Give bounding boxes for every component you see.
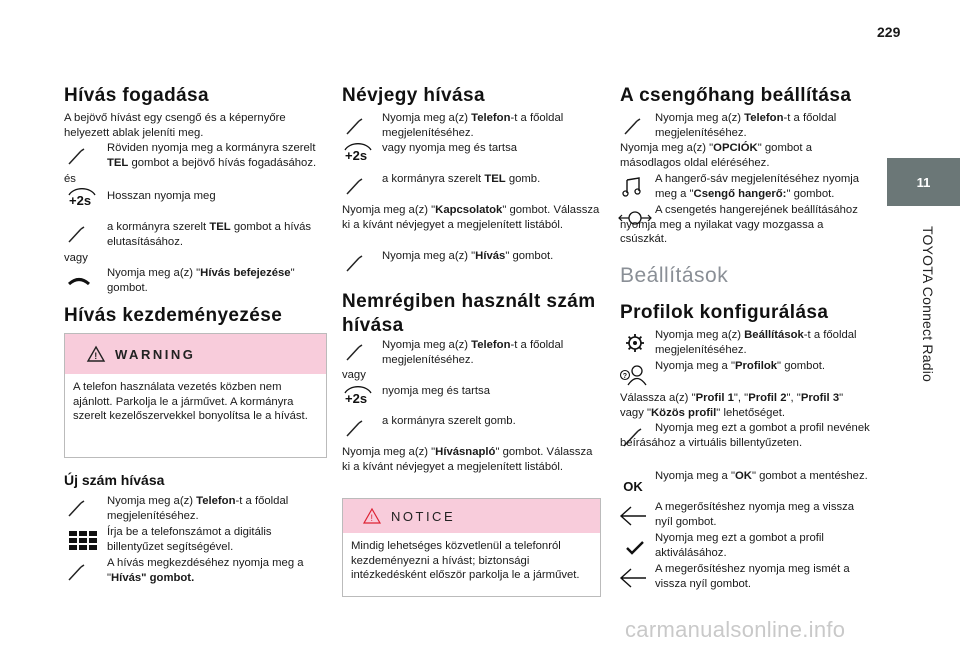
and-text: és xyxy=(64,173,76,185)
step-reject: a kormányra szerelt TEL gombot a hívás elutasításához. xyxy=(107,221,312,248)
profile-icon xyxy=(620,364,650,386)
call-log-paragraph: Nyomja meg a(z) "Hívásnapló" gombot. Válassza ki a kívánt névjegyet a megjelenített listából. xyxy=(342,446,593,473)
pencil-icon xyxy=(64,224,90,246)
or-text-2: vagy xyxy=(342,369,366,381)
svg-text:!: ! xyxy=(94,351,100,361)
ok-icon xyxy=(620,475,646,497)
warning-header xyxy=(65,334,326,374)
heading-hivas-kezdemenyezese: Hívás kezdeményezése xyxy=(64,305,283,326)
steering-button-label: +2s xyxy=(69,193,92,208)
steering-button-icon xyxy=(67,190,99,212)
steering-button-icon xyxy=(343,145,375,167)
step-call: A hívás megkezdéséhez nyomja meg a "Hívás" gombot. xyxy=(107,557,304,584)
pencil-icon xyxy=(64,562,90,584)
music-note-icon xyxy=(620,176,646,198)
page-number: 229 xyxy=(877,24,901,40)
step-end-call: Nyomja meg a(z) "Hívás befejezése" gombot. xyxy=(107,267,295,294)
back-arrow-icon xyxy=(620,567,646,589)
heading-beallitasok: Beállítások xyxy=(620,264,729,287)
or-text: vagy xyxy=(64,252,88,264)
step-volume-adjust: A csengetés hangerejének beállításához nyomja meg a nyilakat vagy mozgassa a csúszkát. xyxy=(620,204,858,246)
warning-title: WARNING xyxy=(115,346,196,362)
heading-profilok: Profilok konfigurálása xyxy=(620,302,829,323)
step-tel-button: a kormányra szerelt TEL gomb. xyxy=(382,173,541,185)
step-open-phone-3: Nyomja meg a(z) Telefon-t a főoldal megjelenítéséhez. xyxy=(382,339,564,366)
pencil-icon xyxy=(342,253,368,275)
heading-nemregiben: Nemrégiben használt szám hívása xyxy=(342,291,596,336)
step-long-press-3: nyomja meg és tartsa xyxy=(382,385,490,397)
step-back-confirm: A megerősítéshez nyomja meg a vissza nyíl gombot. xyxy=(655,501,855,528)
step-long-press: Hosszan nyomja meg xyxy=(107,190,216,202)
pencil-icon xyxy=(342,342,368,364)
keypad-icon xyxy=(70,530,96,552)
chapter-title: TOYOTA Connect Radio xyxy=(920,226,936,382)
back-arrow-icon xyxy=(620,505,646,527)
step-open-phone-4: Nyomja meg a(z) Telefon-t a főoldal megjelenítéséhez. xyxy=(655,112,837,139)
heading-uj-szam-hivasa: Új szám hívása xyxy=(64,472,165,488)
notice-title: NOTICE xyxy=(391,508,456,524)
warning-text: A telefon használata vezetés közben nem ajánlott. Parkolja le a járművet. A kormányra szerelt kezelőszervekkel bonyolítsa le a hívást. xyxy=(73,381,308,423)
ok-label: OK xyxy=(623,478,643,494)
chapter-tab[interactable]: 11 xyxy=(887,158,960,206)
intro-paragraph: A bejövő hívást egy csengő és a képernyőre helyezett ablak jeleníti meg. xyxy=(64,112,286,139)
step-activate: Nyomja meg ezt a gombot a profil aktiválásához. xyxy=(655,532,824,559)
step-open-settings: Nyomja meg a(z) Beállítások-t a főoldal megjelenítéséhez. xyxy=(655,329,857,356)
step-open-phone: Nyomja meg a(z) Telefon-t a főoldal megjelenítéséhez. xyxy=(107,495,289,522)
notice-text: Mindig lehetséges közvetlenül a telefonról kezdeményezni a hívást; biztonsági intézkedésként először parkolja le a járművet. xyxy=(351,540,580,582)
step-profile-name: Nyomja meg ezt a gombot a profil nevének beírásához a virtuális billentyűzeten. xyxy=(620,422,870,449)
svg-text:?: ? xyxy=(622,373,628,380)
steering-button-icon xyxy=(343,388,375,410)
hang-up-icon xyxy=(66,270,92,292)
step-long-press-2: vagy nyomja meg és tartsa xyxy=(382,142,517,154)
warning-triangle-icon xyxy=(87,346,105,362)
step-ok: Nyomja meg a "OK" gombot a mentéshez. xyxy=(655,470,868,482)
pencil-icon xyxy=(342,116,368,138)
steering-button-label: +2s xyxy=(345,148,368,163)
heading-nevjegy-hivasa: Névjegy hívása xyxy=(342,85,485,106)
checkmark-icon xyxy=(622,537,648,559)
warning-box xyxy=(64,333,327,458)
step-ring-volume: A hangerő-sáv megjelenítéséhez nyomja meg a "Csengő hangerő:" gombot. xyxy=(655,173,860,200)
notice-box xyxy=(342,498,601,597)
pencil-icon xyxy=(64,146,90,168)
steering-button-label: +2s xyxy=(345,391,368,406)
step-answer: Röviden nyomja meg a kormányra szerelt TEL gombot a bejövő hívás fogadásához. xyxy=(107,142,317,169)
pencil-icon xyxy=(620,116,646,138)
notice-header xyxy=(343,499,600,533)
pencil-icon xyxy=(342,176,368,198)
pencil-icon xyxy=(342,418,368,440)
step-call-contact: Nyomja meg a(z) "Hívás" gombot. xyxy=(382,250,554,262)
step-back-again: A megerősítéshez nyomja meg ismét a vissza nyíl gombot. xyxy=(655,563,850,590)
pencil-icon xyxy=(64,498,90,520)
heading-hivas-fogadasa: Hívás fogadása xyxy=(64,85,209,106)
step-open-phone-2: Nyomja meg a(z) Telefon-t a főoldal megjelenítéséhez. xyxy=(382,112,564,139)
svg-text:!: ! xyxy=(370,513,376,523)
heading-csengohang: A csengőhang beállítása xyxy=(620,85,852,106)
choose-profile-paragraph: Válassza a(z) "Profil 1", "Profil 2", "Profil 3" vagy "Közös profil" lehetőséget. xyxy=(620,392,844,419)
options-paragraph: Nyomja meg a(z) "OPCIÓK" gombot a másodlagos oldal eléréséhez. xyxy=(620,142,812,169)
watermark: carmanualsonline.info xyxy=(625,617,846,642)
step-steering-button: a kormányra szerelt gomb. xyxy=(382,415,516,427)
step-profiles: Nyomja meg a "Profilok" gombot. xyxy=(655,360,826,372)
contacts-paragraph: Nyomja meg a(z) "Kapcsolatok" gombot. Válassza ki a kívánt névjegyet a megjelenített listából. xyxy=(342,204,600,231)
notice-triangle-icon xyxy=(363,508,381,524)
gear-icon xyxy=(622,332,648,354)
step-dial: Írja be a telefonszámot a digitális billentyűzet segítségével. xyxy=(107,526,272,553)
